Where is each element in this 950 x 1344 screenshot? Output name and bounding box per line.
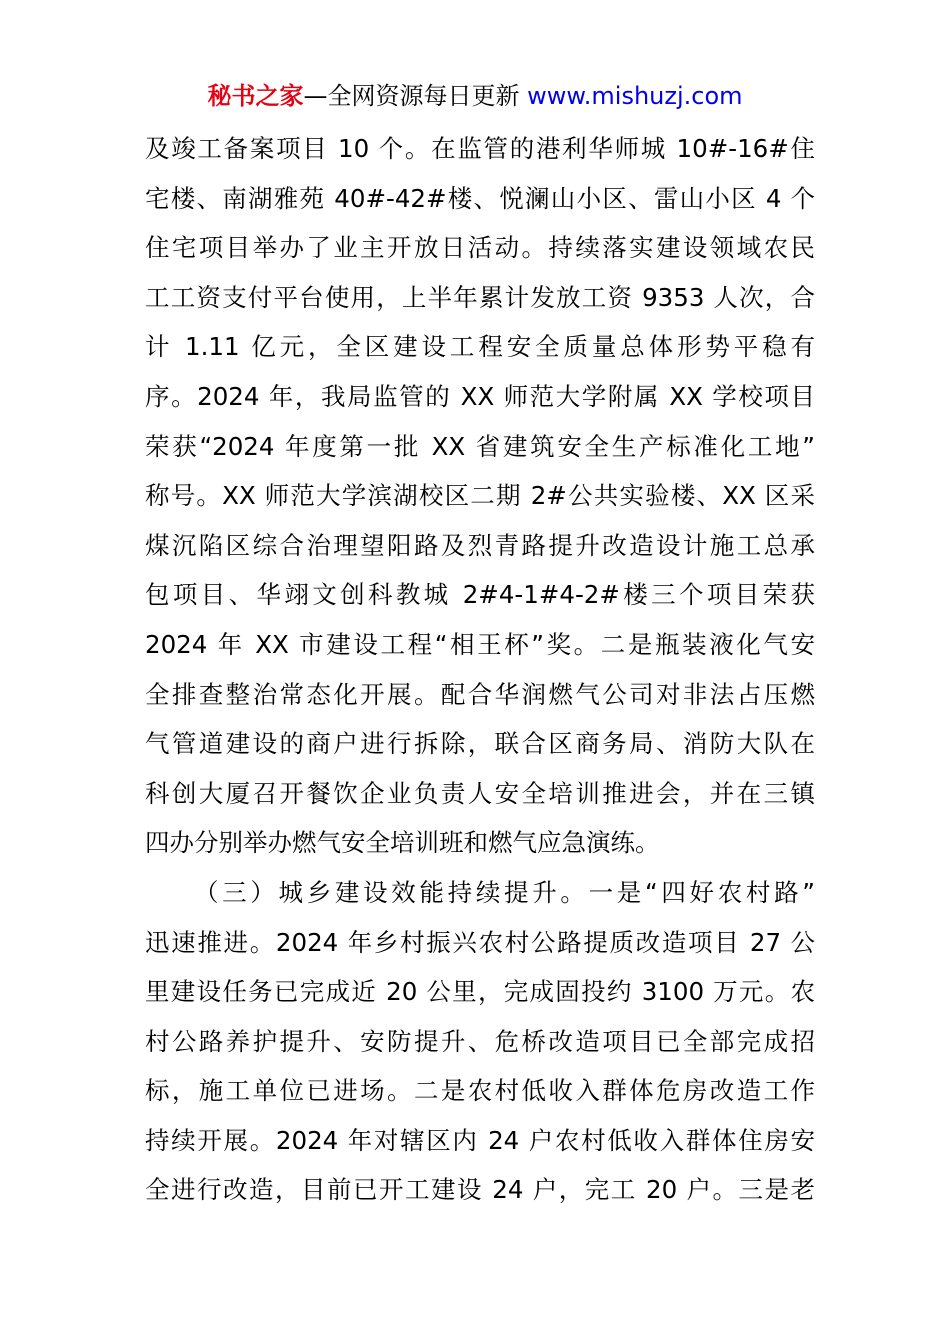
text-line: 工工资支付平台使用，上半年累计发放工资 9353 人次，合 — [145, 282, 815, 312]
text-line: 序。2024 年，我局监管的 XX 师范大学附属 XX 学校项目 — [145, 381, 815, 411]
text-line: 称号。XX 师范大学滨湖校区二期 2#公共实验楼、XX 区采 — [145, 481, 815, 511]
text-line: 里建设任务已完成近 20 公里，完成固投约 3100 万元。农 — [145, 977, 815, 1007]
document-body — [145, 124, 815, 1215]
text-line: 荣获“2024 年度第一批 XX 省建筑安全生产标准化工地” — [145, 431, 815, 461]
text-line: 村公路养护提升、安防提升、危桥改造项目已全部完成招 — [145, 1026, 815, 1056]
text-line: 及竣工备案项目 10 个。在监管的港利华师城 10#-16#住 — [145, 134, 815, 163]
text-line: 全排查整治常态化开展。配合华润燃气公司对非法占压燃 — [145, 679, 815, 709]
text-line: 标，施工单位已进场。二是农村低收入群体危房改造工作 — [145, 1076, 815, 1106]
text-line: 煤沉陷区综合治理望阳路及烈青路提升改造设计施工总承 — [145, 530, 815, 560]
text-line: 宅楼、南湖雅苑 40#-42#楼、悦澜山小区、雷山小区 4 个 — [145, 183, 815, 213]
text-line: 包项目、华翊文创科教城 2#4-1#4-2#楼三个项目荣获 — [145, 580, 815, 610]
text-line-section-heading: （三）城乡建设效能持续提升。一是“四好农村路” — [194, 877, 815, 907]
site-header — [0, 78, 950, 114]
text-line: 住宅项目举办了业主开放日活动。持续落实建设领域农民 — [145, 233, 815, 263]
site-brand: 秘书之家 — [207, 82, 304, 110]
text-line: 气管道建设的商户进行拆除，联合区商务局、消防大队在 — [145, 729, 815, 759]
text-line-paragraph-end: 四办分别举办燃气安全培训班和燃气应急演练。 — [145, 828, 660, 858]
site-url-link[interactable]: www.mishuzj.com — [527, 82, 743, 110]
text-line: 持续开展。2024 年对辖区内 24 户农村低收入群体住房安 — [145, 1125, 815, 1155]
text-line: 计 1.11 亿元，全区建设工程安全质量总体形势平稳有 — [145, 332, 815, 362]
text-line: 2024 年 XX 市建设工程“相王杯”奖。二是瓶装液化气安 — [145, 629, 815, 659]
text-line: 全进行改造，目前已开工建设 24 户，完工 20 户。三是老 — [145, 1175, 815, 1205]
text-line: 迅速推进。2024 年乡村振兴农村公路提质改造项目 27 公 — [145, 927, 815, 957]
text-line: 科创大厦召开餐饮企业负责人安全培训推进会，并在三镇 — [145, 778, 815, 808]
site-slogan: —全网资源每日更新 — [303, 82, 528, 110]
